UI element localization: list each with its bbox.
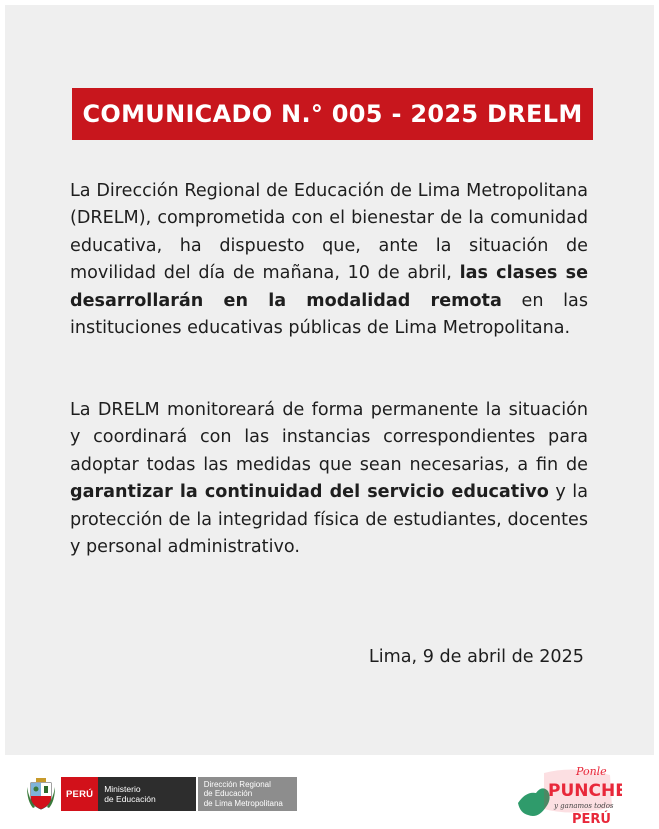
coat-of-arms-icon [27, 777, 55, 811]
paragraph-2 [70, 397, 588, 561]
direction-line-1: Dirección Regional [203, 779, 271, 789]
direction-line-2: de Educación [203, 789, 253, 799]
footer [0, 755, 659, 829]
document-panel [5, 5, 654, 755]
paragraph-2-text-end: y la protección de la integridad física de estudiantes, docentes y personal administrativo. [70, 482, 588, 558]
campaign-line-2: PUNCHE [548, 781, 622, 801]
ministry-line-2: de Educación [104, 794, 156, 804]
paragraph-1-bold: las clases se desarrollarán en la modalidad remota [70, 263, 588, 311]
direction-label [198, 777, 297, 811]
title-banner [72, 88, 593, 140]
ministry-label [98, 777, 196, 811]
date-line: Lima, 9 de abril de 2025 [368, 647, 584, 667]
ponle-punche-logo [514, 763, 622, 827]
paragraph-1-text: La Dirección Regional de Educación de Lima Metropolitana (DRELM), comprometida con el bienestar de la comunidad educativa, ha dispuesto que, ante la situación de movilidad del día de mañana, 10 de abril, [70, 181, 588, 284]
campaign-line-3: y ganamos todos [554, 802, 614, 810]
minedu-logo [27, 777, 297, 811]
direction-line-3: de Lima Metropolitana [203, 798, 283, 808]
campaign-line-4: PERÚ [572, 812, 611, 827]
page-title: COMUNICADO N.° 005 - 2025 DRELM [82, 100, 583, 128]
paragraph-1-text-end: en las instituciones educativas públicas de Lima Metropolitana. [70, 290, 589, 339]
paragraph-2-bold: garantizar la continuidad del servicio educativo [70, 482, 549, 503]
ministry-line-1: Ministerio [104, 784, 141, 794]
paragraph-1 [70, 178, 588, 342]
campaign-line-1: Ponle [576, 765, 607, 778]
peru-label: PERÚ [61, 777, 98, 811]
paragraph-2-text: La DRELM monitoreará de forma permanente la situación y coordinará con las instancias correspondientes para adoptar todas las medidas que sean necesarias, a fin de [70, 400, 588, 475]
